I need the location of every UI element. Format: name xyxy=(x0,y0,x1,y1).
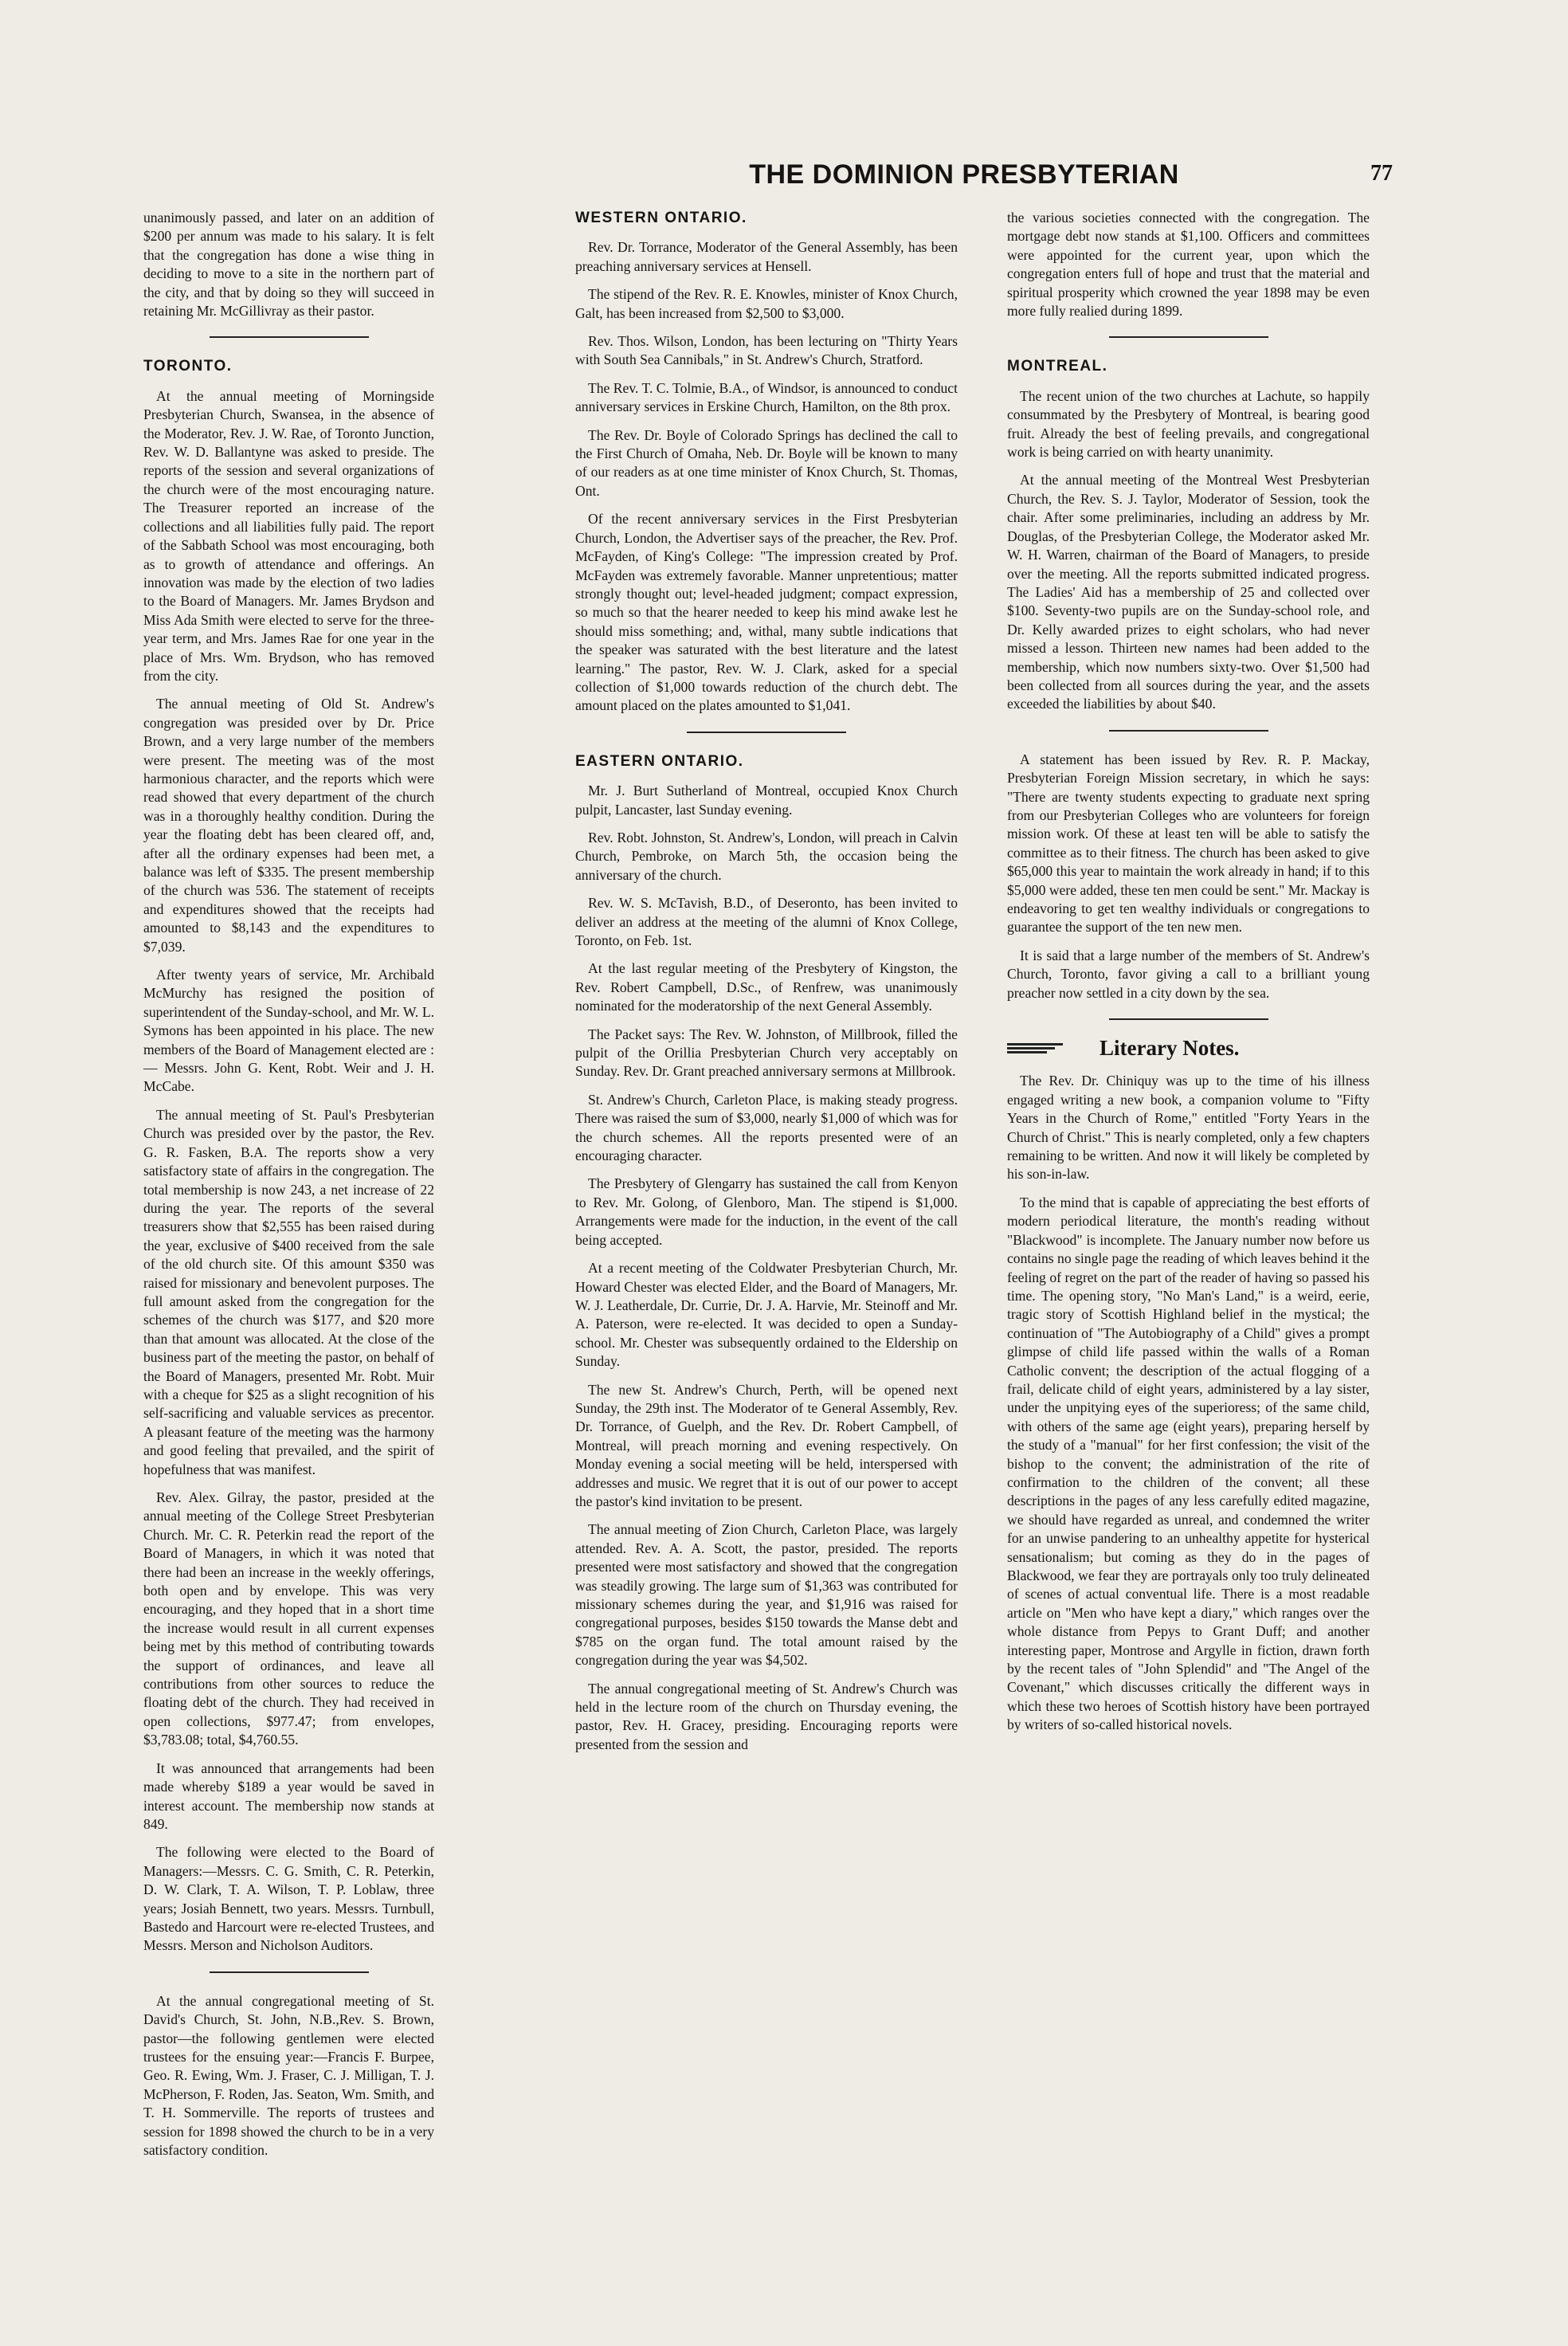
section-divider xyxy=(1109,1018,1268,1020)
article-paragraph: the various societies connected with the congregation. The mortgage debt now stands at $1,100. Officers and committees were appointed for the current year, upon which the congregation enters full of hope and trust that the material and spiritual prosperity which crowned the year 1898 may be even more fully realied during 1899. xyxy=(1007,210,1370,320)
article-paragraph: The recent union of the two churches at Lachute, so happily consummated by the Presbytery of Montreal, is bearing good fruit. Already the best of feeling prevails, and congregational work is being carried on with hearty unanimity. xyxy=(1007,387,1370,461)
article-paragraph: At the annual meeting of Morningside Presbyterian Church, Swansea, in the absence of the Moderator, Rev. J. W. Rae, of Toronto Junction, Rev. W. D. Ballantyne was asked to preside. The reports of the session and several organizations of the church were of the most encouraging nature. The Treasurer reported an increase of the collections and all liabilities fully paid. The report of the Sabbath School was most encouraging, both as to growth of attendance and offerings. An innovation was made by the election of two ladies to the Board of Managers. Mr. James Brydson and Miss Ada Smith were elected to serve for the three-year term, and Mrs. James Rae for one year in the place of Mrs. Wm. Brydson, who has removed from the city. xyxy=(143,387,434,684)
article-paragraph: A statement has been issued by Rev. R. P. Mackay, Presbyterian Foreign Mission secretary, in which he says: "There are twenty students expecting to graduate next spring from our Presbyterian Colleges who are volunteers for foreign mission work. Of these at least ten will be able to satisfy the committee as to their fitness. The church has been asked to give $65,000 this year to maintain the work already in hand; if to this $5,000 were added, these ten men could be sent." Mr. Mackay is endeavoring to get ten wealthy individuals or congregations to guarantee the support of the ten new men. xyxy=(1007,751,1370,936)
article-paragraph: At the annual meeting of the Montreal West Presbyterian Church, the Rev. S. J. Taylor, Moderator of Session, took the chair. After some preliminaries, including an address by Mr. Douglas, of the Presbyterian College, the Moderator asked Mr. W. H. Warren, chairman of the Board of Managers, to preside over the meeting. All the reports submitted indicated progress. The Ladies' Aid has a membership of 25 and collected over $100. Seventy-two pupils are on the Sunday-school role, and Dr. Kelly awarded prizes to eight scholars, who had never missed a lesson. Thirteen new names had been added to the membership, which now numbers sixty-two. Over $1,500 had been collected from all sources during the year, and the assets exceeded the liabilities by about $40. xyxy=(1007,472,1370,712)
article-paragraph: At the last regular meeting of the Presbytery of Kingston, the Rev. Robert Campbell, D.Sc., of Renfrew, was unanimously nominated for the moderatorship of the next General Assembly. xyxy=(575,960,958,1014)
section-divider xyxy=(210,336,369,338)
masthead-title: THE DOMINION PRESBYTERIAN xyxy=(749,159,1179,190)
section-heading-montreal: MONTREAL. xyxy=(1007,358,1108,375)
article-paragraph: To the mind that is capable of appreciating the best efforts of modern periodical literature, the month's reading without "Blackwood" is incomplete. The January number now before us contains no single page the reading of which leaves behind it the feeling of regret on the part of the reader of having so passed his time. The opening story, "No Man's Land," is a weird, eerie, tragic story of Scottish Highland belief in the mystical; the continuation of "The Autobiography of a Child" gives a prompt glimpse of child life passed within the walls of a Roman Catholic convent; the description of the actual flogging of a frail, delicate child of eight years, administered by a lay sister, under the unpitying eyes of the superioress; of the same child, with others of the same age (eight years), preparing herself by the study of a "manual" for her first confession; the visit of the bishop to the convent; the administration of the rite of confirmation to the children of the convent; all these descriptions in the pages of any less carefully edited magazine, we should have regarded as unreal, and condemned the writer for an unwise pandering to an unhealthy appetite for hysterical sensationalism; but coming as they do in the pages of Blackwood, we fear they are portrayals only too truly delineated of scenes of actual conventual life. There is a most readable article on "Men who have kept a diary," which ranges over the whole distance from Pepys to Grant Duff; and another interesting paper, Montrose and Argylle in fiction, drawn forth by the recent tales of "John Splendid" and "The Angel of the Covenant," which discusses critically the different ways in which these two heroes of Scottish history have been portrayed by writers of so-called historical novels. xyxy=(1007,1194,1370,1733)
article-paragraph: Rev. Alex. Gilray, the pastor, presided at the annual meeting of the College Street Presbyterian Church. Mr. C. R. Peterkin read the report of the Board of Managers, in which it was noted that there had been an increase in the weekly offerings, both open and by envelope. This was very encouraging, and they hoped that in a short time the increase would result in all current expenses being met by this method of contributing towards the support of ordinances, and leave all contributions from other sources to reduce the floating debt of the church. They had received in open collections, $977.47; from envelopes, $3,783.08; total, $4,760.55. xyxy=(143,1489,434,1748)
article-paragraph: The following were elected to the Board of Managers:—Messrs. C. G. Smith, C. R. Peterkin, D. W. Clark, T. A. Wilson, T. P. Loblaw, three years; Josiah Bennett, two years. Messrs. Turnbull, Bastedo and Harcourt were re-elected Trustees, and Messrs. Merson and Nicholson Auditors. xyxy=(143,1844,434,1954)
article-paragraph: The Rev. T. C. Tolmie, B.A., of Windsor, is announced to conduct anniversary services in Erskine Church, Hamilton, on the 8th prox. xyxy=(575,379,958,415)
section-heading-western-ontario: WESTERN ONTARIO. xyxy=(575,210,747,226)
literary-notes-header xyxy=(1007,1036,1370,1061)
article-paragraph: After twenty years of service, Mr. Archibald McMurchy has resigned the position of superintendent of the Sunday-school, and Mr. W. L. Symons has been appointed in his place. The new members of the Board of Management elected are :— Messrs. John G. Kent, Robt. Weir and J. H. McCabe. xyxy=(143,967,434,1095)
article-paragraph: It was announced that arrangements had been made whereby $189 a year would be saved in interest account. The membership now stands at 849. xyxy=(143,1760,434,1832)
column-left xyxy=(143,209,434,2169)
article-paragraph: The annual meeting of St. Paul's Presbyterian Church was presided over by the pastor, the Rev. G. R. Fasken, B.A. The reports show a very satisfactory state of affairs in the congregation. The total membership is now 243, a net increase of 22 during the year. The reports of the several treasurers show that $2,555 has been raised during the year, exclusive of $400 received from the sale of the old church site. Of this amount $350 was raised for missionary and benevolent purposes. The full amount asked from the congregation for the schemes of the church was $177, and $20 more than that amount was allocated. At the close of the business part of the meeting the pastor, on behalf of the Board of Managers, presented Mr. Robt. Muir with a cheque for $25 as a slight recognition of his self-sacrificing and valuable services as precentor. A pleasant feature of the meeting was the harmony and good feeling that prevailed, and the spirit of hopefulness that was manifest. xyxy=(143,1106,434,1477)
article-paragraph: The annual meeting of Old St. Andrew's congregation was presided over by Dr. Price Brown, and a very large number of the members were present. The meeting was of the most harmonious character, and the reports which were read showed that every department of the church was in a thoroughly healthy condition. During the year the floating debt has been cleared off, and, after all the ordinary expenses had been met, a balance was left of $335. The present membership of the church was 536. The statement of receipts and expenditures showed that the receipts had amounted to $8,143 and the expenditures to $7,039. xyxy=(143,696,434,955)
section-heading-literary-notes: Literary Notes. xyxy=(1100,1036,1240,1061)
section-divider xyxy=(1109,730,1268,732)
article-paragraph: The stipend of the Rev. R. E. Knowles, minister of Knox Church, Galt, has been increased from $2,500 to $3,000. xyxy=(575,286,958,321)
article-paragraph: At a recent meeting of the Coldwater Presbyterian Church, Mr. Howard Chester was elected Elder, and the Board of Managers, Mr. W. J. Leatherdale, Dr. Currie, Dr. J. A. Harvie, Mr. Steinoff and Mr. A. Paterson, were re-elected. It was decided to open a Sunday-school. Mr. Chester was subsequently ordained to the Eldership on Sunday. xyxy=(575,1260,958,1370)
article-paragraph: The annual meeting of Zion Church, Carleton Place, was largely attended. Rev. A. A. Scott, the pastor, presided. The reports presented were most satisfactory and showed that the congregation was steadily growing. The large sum of $1,363 was contributed for missionary schemes during the year, and $1,916 was raised for congregational purposes, besides $150 towards the Manse debt and $785 on the organ fund. The total amount raised by the congregation during the year was $4,502. xyxy=(575,1521,958,1669)
article-paragraph: Rev. W. S. McTavish, B.D., of Deseronto, has been invited to deliver an address at the meeting of the alumni of Knox College, Toronto, on Feb. 1st. xyxy=(575,895,958,948)
article-paragraph: It is said that a large number of the members of St. Andrew's Church, Toronto, favor giving a call to a brilliant young preacher now settled in a city down by the sea. xyxy=(1007,947,1370,1001)
section-divider xyxy=(1109,336,1268,338)
article-paragraph: The Packet says: The Rev. W. Johnston, of Millbrook, filled the pulpit of the Orillia Presbyterian Church very acceptably on Sunday. Rev. Dr. Grant preached anniversary sermons at Millbrook. xyxy=(575,1026,958,1080)
section-divider xyxy=(210,1971,369,1973)
article-paragraph: Mr. J. Burt Sutherland of Montreal, occupied Knox Church pulpit, Lancaster, last Sunday evening. xyxy=(575,783,958,818)
section-heading-toronto: TORONTO. xyxy=(143,358,233,375)
column-right xyxy=(1007,209,1370,1744)
article-paragraph: Of the recent anniversary services in the First Presbyterian Church, London, the Advertiser says of the preacher, the Rev. Prof. McFayden, of King's College: "The impression created by Prof. McFayden was extremely favorable. Manner unpretentious; matter strongly thought out; level-headed judgment; compact expression, so much so that the hearer needed to keep his mind awake lest he should miss something; and, withal, many subtle indications that the speaker was saturated with the best literature and the latest learning." The pastor, Rev. W. J. Clark, asked for a special collection of $1,000 towards reduction of the church debt. The amount placed on the plates amounted to $1,041. xyxy=(575,511,958,714)
ornament-icon xyxy=(1007,1043,1063,1054)
article-paragraph: The Rev. Dr. Boyle of Colorado Springs has declined the call to the First Church of Omaha, Neb. Dr. Boyle will be known to many of our readers as at one time minister of Knox Church, St. Thomas, Ont. xyxy=(575,426,958,499)
article-paragraph: At the annual congregational meeting of St. David's Church, St. John, N.B.,Rev. S. Brown, pastor—the following gentlemen were elected trustees for the ensuing year:—Francis F. Burpee, Geo. R. Ewing, Wm. J. Fraser, C. J. Milligan, T. J. McPherson, F. Roden, Jas. Seaton, Wm. Smith, and T. H. Sommerville. The reports of trustees and session for 1898 showed the church to be in a very satisfactory condition. xyxy=(143,1992,434,2158)
article-paragraph: unanimously passed, and later on an addition of $200 per annum was made to his salary. It is felt that the congregation has done a wise thing in deciding to move to a site in the northern part of the city, and that by doing so they will succeed in retaining Mr. McGillivray as their pastor. xyxy=(143,210,434,320)
article-paragraph: St. Andrew's Church, Carleton Place, is making steady progress. There was raised the sum of $3,000, nearly $1,000 of which was for the church schemes. All the reports presented were of an encouraging character. xyxy=(575,1091,958,1164)
article-paragraph: The Rev. Dr. Chiniquy was up to the time of his illness engaged writing a new book, a companion volume to "Fifty Years in the Church of Rome," entitled "Forty Years in the Church of Christ." This is nearly completed, only a few chapters remaining to be written. And now it will likely be completed by his son-in-law. xyxy=(1007,1073,1370,1183)
article-paragraph: The annual congregational meeting of St. Andrew's Church was held in the lecture room of the church on Thursday evening, the pastor, Rev. H. Gracey, presiding. Encouraging reports were presented from the session and xyxy=(575,1680,958,1752)
article-paragraph: The Presbytery of Glengarry has sustained the call from Kenyon to Rev. Mr. Golong, of Glenboro, Man. The stipend is $1,000. Arrangements were made for the induction, in the event of the call being accepted. xyxy=(575,1175,958,1248)
article-paragraph: The new St. Andrew's Church, Perth, will be opened next Sunday, the 29th inst. The Moderator of te General Assembly, Rev. Dr. Torrance, of Guelph, and the Rev. Dr. Robert Campbell, of Montreal, will preach morning and evening respectively. On Monday evening a social meeting will be held, interspersed with addresses and music. We regret that it is out of our power to accept the pastor's kind invitation to be present. xyxy=(575,1381,958,1509)
article-paragraph: Rev. Thos. Wilson, London, has been lecturing on "Thirty Years with South Sea Cannibals," in St. Andrew's Church, Stratford. xyxy=(575,333,958,368)
column-middle xyxy=(575,209,958,1763)
section-divider xyxy=(687,732,846,733)
page-number: 77 xyxy=(1370,161,1393,186)
article-paragraph: Rev. Dr. Torrance, Moderator of the General Assembly, has been preaching anniversary services at Hensell. xyxy=(575,239,958,274)
section-heading-eastern-ontario: EASTERN ONTARIO. xyxy=(575,752,744,770)
article-paragraph: Rev. Robt. Johnston, St. Andrew's, London, will preach in Calvin Church, Pembroke, on March 5th, the occasion being the anniversary of the church. xyxy=(575,829,958,883)
